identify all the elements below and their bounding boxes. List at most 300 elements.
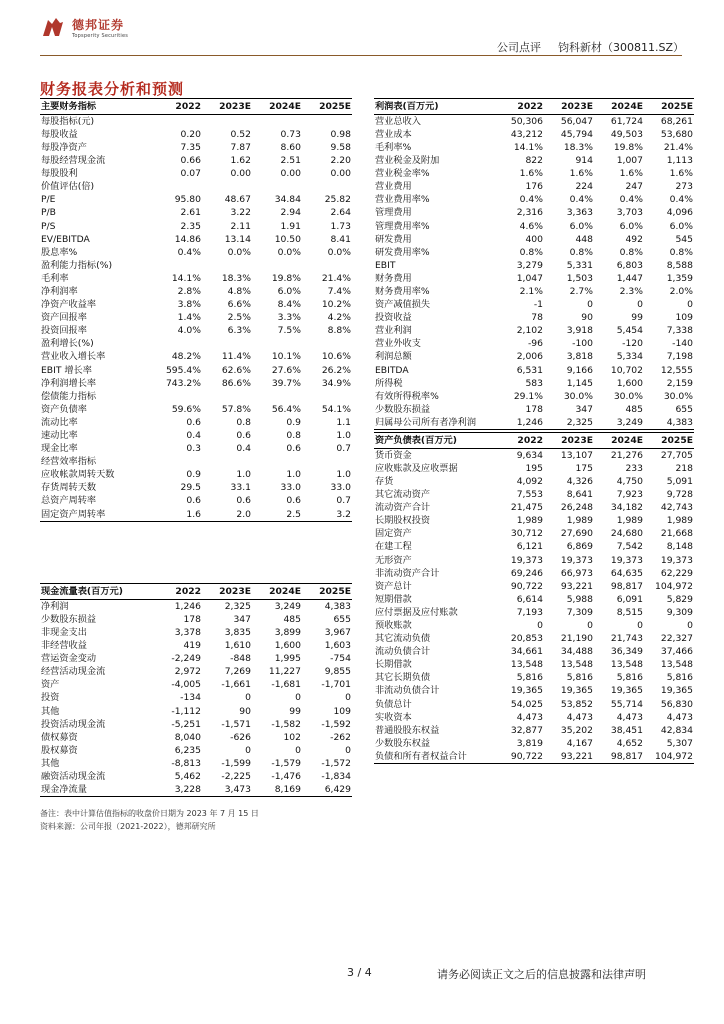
row-label: P/E <box>41 194 56 206</box>
row-label: 少数股东损益 <box>41 613 97 625</box>
row-value: 3,378 <box>174 626 201 638</box>
row-value: 914 <box>575 155 593 167</box>
table-row <box>374 180 694 193</box>
row-value: 21,668 <box>660 528 693 540</box>
row-value: 1,503 <box>566 272 593 284</box>
row-value: 9,855 <box>324 666 351 678</box>
row-value: 3,279 <box>516 259 543 271</box>
row-value: 99 <box>289 705 301 717</box>
row-value: 2.7% <box>569 285 593 297</box>
row-value: 2,316 <box>516 207 543 219</box>
row-value <box>202 180 252 193</box>
row-value: 8,641 <box>566 489 593 501</box>
row-value: 6,531 <box>516 364 543 376</box>
row-value: 2,159 <box>666 377 693 389</box>
table-row <box>40 508 352 522</box>
row-value: 2.51 <box>280 155 301 167</box>
table-row <box>374 259 694 272</box>
table-row <box>40 495 352 508</box>
row-value: -262 <box>330 731 351 743</box>
table-row <box>374 711 694 724</box>
row-value: 0.4% <box>519 194 543 206</box>
row-label: 投资收益 <box>375 312 412 324</box>
table-title: 现金流量表(百万元) <box>40 584 152 600</box>
row-label: EBIT 增长率 <box>41 364 92 376</box>
row-value: 1,989 <box>516 515 543 527</box>
row-value: 6.0% <box>669 220 693 232</box>
table-row <box>40 600 352 614</box>
row-value <box>302 390 352 403</box>
row-label: 其它流动资产 <box>375 489 431 501</box>
row-value: 90,722 <box>494 750 544 764</box>
row-value: 178 <box>183 613 201 625</box>
row-value <box>152 115 202 129</box>
row-value: 10.1% <box>271 351 301 363</box>
table-row <box>40 482 352 495</box>
row-value: 3,819 <box>516 737 543 749</box>
row-value: -1,571 <box>221 718 251 730</box>
row-value: 1.73 <box>330 220 351 232</box>
row-value: 78 <box>531 312 543 324</box>
row-value: 1,600 <box>616 377 643 389</box>
row-value: 0.4% <box>619 194 643 206</box>
table-row <box>374 462 694 475</box>
row-value: 0.20 <box>180 128 201 140</box>
row-label: 流动资产合计 <box>375 502 431 514</box>
row-value: 7,542 <box>616 541 643 553</box>
row-value: 27.6% <box>271 364 301 376</box>
row-value: 56.4% <box>271 403 301 415</box>
row-value: 6,091 <box>616 593 643 605</box>
row-label: 存货 <box>375 475 394 487</box>
table-row <box>40 665 352 678</box>
row-value: 0.8% <box>619 246 643 258</box>
row-value: 485 <box>283 613 301 625</box>
table-row <box>374 167 694 180</box>
row-value: 1,447 <box>616 272 643 284</box>
row-value: 42,834 <box>660 724 693 736</box>
row-value: 0.00 <box>280 168 301 180</box>
row-value: 45,794 <box>560 128 593 140</box>
row-value <box>252 455 302 468</box>
row-value: 1.0 <box>336 469 351 481</box>
row-label: 固定资产 <box>375 528 412 540</box>
row-value: 1.6% <box>669 168 693 180</box>
row-value: 1,246 <box>494 416 544 430</box>
row-value: 29.5 <box>180 482 201 494</box>
row-value: 6.0% <box>569 220 593 232</box>
row-value: 7,338 <box>666 325 693 337</box>
row-value: 3,363 <box>566 207 593 219</box>
row-value: 218 <box>675 462 693 474</box>
row-label: 应收账款及应收票据 <box>375 462 458 474</box>
row-label: 存货周转天数 <box>41 482 97 494</box>
row-label: 营业税金率% <box>375 168 430 180</box>
row-label: 流动负债合计 <box>375 646 431 658</box>
row-label: 经营活动现金流 <box>41 666 106 678</box>
row-value: 19,365 <box>610 685 643 697</box>
year-header: 2022 <box>494 99 544 115</box>
year-header: 2023E <box>544 99 594 115</box>
row-value: 0.6 <box>236 430 251 441</box>
row-value: 3,967 <box>324 626 351 638</box>
row-value: 6.0% <box>277 285 301 297</box>
row-value: 2,972 <box>174 666 201 678</box>
indicators-table <box>40 98 352 522</box>
row-value: 0.6 <box>286 495 301 507</box>
table-row <box>40 167 352 180</box>
row-label: 净资产收益率 <box>41 299 97 311</box>
row-value: 9,634 <box>516 449 543 461</box>
row-value: 4,473 <box>516 711 543 723</box>
table-row <box>374 632 694 645</box>
row-value <box>302 115 352 129</box>
table-row <box>374 298 694 311</box>
row-value: 18.3% <box>563 141 593 153</box>
row-value: 34.9% <box>321 377 351 389</box>
row-value: -848 <box>230 653 251 665</box>
row-value: 4,096 <box>666 207 693 219</box>
row-value: 2,325 <box>544 416 594 430</box>
row-value: -120 <box>622 338 643 350</box>
row-value: 0.8% <box>569 246 593 258</box>
row-value: 19.8% <box>271 272 301 284</box>
row-value: 0.66 <box>180 155 201 167</box>
row-label: 管理费用 <box>375 207 412 219</box>
row-value: 24,680 <box>610 528 643 540</box>
table-row <box>374 233 694 246</box>
row-label: 非现金支出 <box>41 626 87 638</box>
table-header-row <box>40 584 352 600</box>
table-row <box>374 272 694 285</box>
row-value: 64,635 <box>610 567 643 579</box>
table-row <box>40 154 352 167</box>
table-row <box>40 757 352 770</box>
row-value: 2,102 <box>516 325 543 337</box>
row-label: 融资活动现金流 <box>41 770 106 782</box>
report-type: 公司点评 <box>496 41 541 54</box>
source-note: 资料来源：公司年报（2021-2022），德邦研究所 <box>40 822 216 831</box>
table-row <box>374 659 694 672</box>
row-value: 26,248 <box>560 502 593 514</box>
row-value: 0.8% <box>669 246 693 258</box>
row-value <box>152 455 202 468</box>
row-value: 3,249 <box>594 416 644 430</box>
table-row <box>374 416 694 430</box>
table-row <box>374 593 694 606</box>
row-label: 研发费用 <box>375 233 412 245</box>
row-label: 研发费用率% <box>375 246 430 258</box>
row-label: 流动比率 <box>41 416 78 428</box>
row-value: 0.8% <box>519 246 543 258</box>
row-label: 管理费用率% <box>375 220 430 232</box>
row-label: 每股经营现金流 <box>41 155 106 167</box>
row-value: 0 <box>345 692 351 704</box>
row-value: 21,190 <box>560 633 593 645</box>
row-value: 5,307 <box>666 737 693 749</box>
row-value: 8,148 <box>666 541 693 553</box>
row-label: 资产总计 <box>375 580 412 592</box>
table-row <box>374 737 694 750</box>
table-row <box>40 416 352 429</box>
row-value: 56,830 <box>660 698 693 710</box>
row-value: 7,198 <box>666 351 693 363</box>
row-value: 0.73 <box>280 128 301 140</box>
row-value: 9,309 <box>666 606 693 618</box>
row-label: 盈利增长(%) <box>41 338 94 350</box>
row-label: 预收账款 <box>375 619 412 631</box>
row-label: 营业税金及附加 <box>375 155 440 167</box>
row-value: 13.14 <box>224 233 251 245</box>
row-value: 0.0% <box>227 246 251 258</box>
row-value: 224 <box>575 181 593 193</box>
row-label: 应付票据及应付账款 <box>375 606 458 618</box>
row-value: 448 <box>575 233 593 245</box>
row-value: 33.0 <box>280 482 301 494</box>
row-value: 1,989 <box>666 515 693 527</box>
table-row <box>374 325 694 338</box>
row-value: 0 <box>637 299 643 311</box>
row-value: 104,972 <box>644 750 694 764</box>
row-value: 5,462 <box>174 770 201 782</box>
row-value: 0.9 <box>186 469 201 481</box>
table-row <box>40 613 352 626</box>
brand-mark-icon <box>40 14 66 40</box>
row-value: 419 <box>183 640 201 652</box>
row-value: 13,548 <box>660 659 693 671</box>
row-value: -1,572 <box>321 757 351 769</box>
row-value: 1.6% <box>569 168 593 180</box>
row-value: 102 <box>283 731 301 743</box>
row-value: 21,475 <box>510 502 543 514</box>
row-value: 1.6% <box>519 168 543 180</box>
row-value: -1 <box>533 299 543 311</box>
row-label: 经营效率指标 <box>41 456 97 468</box>
row-value: 4,092 <box>516 475 543 487</box>
row-value: 13,548 <box>510 659 543 671</box>
row-value: 19,365 <box>510 685 543 697</box>
row-value: 0.4% <box>177 246 201 258</box>
income-statement-table <box>374 98 694 430</box>
table-row <box>374 246 694 259</box>
row-value: 4,473 <box>566 711 593 723</box>
row-label: 非流动负债合计 <box>375 685 440 697</box>
table-row <box>40 351 352 364</box>
row-value: 1,989 <box>616 515 643 527</box>
row-label: 投资 <box>41 692 60 704</box>
row-value: 5,331 <box>566 259 593 271</box>
year-header: 2023E <box>544 433 594 449</box>
row-label: 财务费用率% <box>375 285 430 297</box>
row-value: -1,579 <box>271 757 301 769</box>
row-value: 25.82 <box>324 194 351 206</box>
row-value: 2.3% <box>619 285 643 297</box>
row-value: 273 <box>675 181 693 193</box>
row-value: 93,221 <box>560 580 593 592</box>
table-row <box>40 338 352 351</box>
row-value: 62,229 <box>660 567 693 579</box>
table-row <box>374 311 694 324</box>
row-value: 59.6% <box>171 403 201 415</box>
table-row <box>374 501 694 514</box>
row-value: 8,040 <box>174 731 201 743</box>
row-value: 7,923 <box>616 489 643 501</box>
table-row <box>374 207 694 220</box>
row-value: 10.50 <box>274 233 301 245</box>
table-row <box>40 731 352 744</box>
row-value: -1,701 <box>321 679 351 691</box>
row-value: 86.6% <box>221 377 251 389</box>
row-value: 39.7% <box>271 377 301 389</box>
row-label: 营业成本 <box>375 128 412 140</box>
row-value: 1,246 <box>174 600 201 612</box>
row-label: 资产负债率 <box>41 403 87 415</box>
row-value: 0.0% <box>327 246 351 258</box>
row-value: 0.7 <box>336 495 351 507</box>
row-label: 固定资产周转率 <box>40 508 152 522</box>
row-value: 2.61 <box>180 207 201 219</box>
row-value: 1,359 <box>666 272 693 284</box>
table-row <box>40 207 352 220</box>
row-label: 其它流动负债 <box>375 633 431 645</box>
row-label: 货币资金 <box>375 449 412 461</box>
row-value: 743.2% <box>165 377 201 389</box>
table-header-row <box>374 99 694 115</box>
row-value: 48.2% <box>171 351 201 363</box>
row-label: 其他 <box>41 757 60 769</box>
row-label: 毛利率 <box>41 272 69 284</box>
row-label: 无形资产 <box>375 554 412 566</box>
row-value: 30,712 <box>510 528 543 540</box>
row-label: 资产减值损失 <box>375 299 431 311</box>
row-value: 1,995 <box>274 653 301 665</box>
table-row <box>40 652 352 665</box>
table-row <box>374 672 694 685</box>
row-value: 233 <box>625 462 643 474</box>
row-value: 0.4 <box>236 443 251 455</box>
row-label: 每股收益 <box>41 128 78 140</box>
table-row <box>374 541 694 554</box>
row-label: EV/EBITDA <box>41 233 90 245</box>
row-value: 14.1% <box>513 141 543 153</box>
row-value: 5,829 <box>666 593 693 605</box>
row-label: 现金比率 <box>41 443 78 455</box>
row-value: -100 <box>572 338 593 350</box>
table-row <box>374 285 694 298</box>
row-label: 债权募资 <box>41 731 78 743</box>
row-value: 0.9 <box>286 416 301 428</box>
table-row <box>40 692 352 705</box>
row-label: 净利润 <box>41 600 69 612</box>
row-value: 90,722 <box>510 580 543 592</box>
row-value: 7.4% <box>327 285 351 297</box>
table-row <box>40 285 352 298</box>
table-header-row <box>374 433 694 449</box>
row-value: 1.0 <box>236 469 251 481</box>
row-value: 6,235 <box>174 744 201 756</box>
row-value: 1.91 <box>280 220 301 232</box>
table-row <box>40 272 352 285</box>
row-value: 195 <box>525 462 543 474</box>
row-value: 19,365 <box>660 685 693 697</box>
row-value: 1,113 <box>666 155 693 167</box>
table-row <box>374 619 694 632</box>
legal-disclaimer: 请务必阅读正文之后的信息披露和法律声明 <box>437 968 646 981</box>
row-label: P/S <box>41 220 56 232</box>
row-value: 8,515 <box>616 606 643 618</box>
row-value: 95.80 <box>174 194 201 206</box>
table-row <box>374 128 694 141</box>
row-value: 54.1% <box>321 403 351 415</box>
row-label: P/B <box>41 207 56 219</box>
year-header: 2025E <box>302 584 352 600</box>
row-value: 27,705 <box>660 449 693 461</box>
row-label: 在建工程 <box>375 541 412 553</box>
row-value: 485 <box>625 403 643 415</box>
row-value: 2,006 <box>516 351 543 363</box>
row-value: 0 <box>637 619 643 631</box>
row-value: 5,334 <box>616 351 643 363</box>
row-value: 3,835 <box>224 626 251 638</box>
row-value: 3.2 <box>302 508 352 522</box>
year-header: 2023E <box>202 99 252 115</box>
row-label: 价值评估(倍) <box>41 181 95 193</box>
row-value: 2.20 <box>330 155 351 167</box>
row-value: 21.4% <box>321 272 351 284</box>
row-value: 50,306 <box>510 115 543 127</box>
row-value: 62.6% <box>221 364 251 376</box>
row-label: 营业费用率% <box>375 194 430 206</box>
row-label: 归属母公司所有者净利润 <box>374 416 494 430</box>
table-row <box>40 377 352 390</box>
row-value: 400 <box>525 233 543 245</box>
table-row <box>40 783 352 797</box>
table-row <box>374 475 694 488</box>
row-value: 6.3% <box>227 325 251 337</box>
row-value: 0 <box>245 744 251 756</box>
row-value: 21.4% <box>663 141 693 153</box>
row-value: 90 <box>581 312 593 324</box>
row-value: 4,473 <box>616 711 643 723</box>
row-value: 109 <box>333 705 351 717</box>
row-value: 5,816 <box>616 672 643 684</box>
table-row <box>40 639 352 652</box>
table-row <box>40 626 352 639</box>
row-value: 9,166 <box>566 364 593 376</box>
row-value: 176 <box>525 181 543 193</box>
row-value: 1,047 <box>516 272 543 284</box>
row-value: 0.00 <box>330 168 351 180</box>
row-label: 投资活动现金流 <box>41 718 106 730</box>
row-value: 5,454 <box>616 325 643 337</box>
row-value: 32,877 <box>510 724 543 736</box>
row-value: 0.6 <box>286 443 301 455</box>
year-header: 2024E <box>594 433 644 449</box>
table-row <box>374 364 694 377</box>
table-row <box>40 311 352 324</box>
row-value: 0 <box>345 744 351 756</box>
table-row <box>374 338 694 351</box>
table-row <box>40 220 352 233</box>
row-value: -2,249 <box>171 653 201 665</box>
row-value: 822 <box>525 155 543 167</box>
row-value: 98,817 <box>594 750 644 764</box>
row-value: 0.4% <box>669 194 693 206</box>
row-value: 0 <box>587 619 593 631</box>
row-value: 9.58 <box>330 141 351 153</box>
year-header: 2025E <box>644 99 694 115</box>
row-value: 68,261 <box>660 115 693 127</box>
